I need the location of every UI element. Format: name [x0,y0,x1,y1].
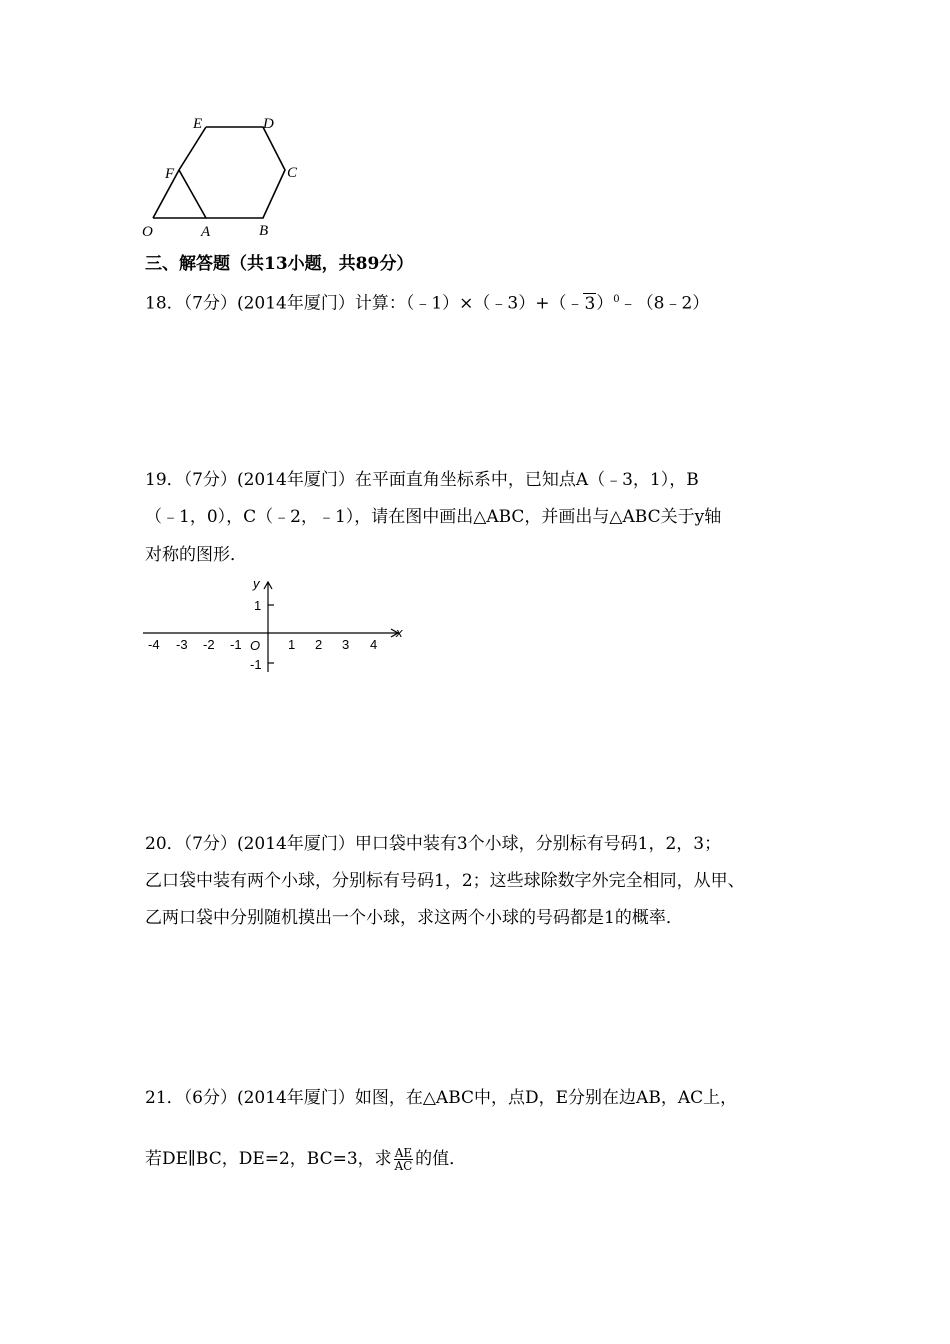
question-19-line3: 对称的图形． [145,545,247,565]
q21-text-after: 的值． [415,1149,467,1169]
x-tick-label: 2 [315,637,323,652]
label-E: E [193,116,203,132]
fraction-ae-ac [394,1147,413,1172]
x-tick-label: -1 [230,637,242,652]
y-axis-label: y [253,576,260,591]
hexagon-figure [135,110,315,245]
q18-exponent: 0 [613,294,620,305]
q21-text: 若DE∥BC，DE=2，BC=3，求 [145,1149,392,1169]
x-tick-label: -2 [203,637,215,652]
label-A: A [201,224,211,240]
q18-text-after: ﹣（8﹣2） [619,293,710,314]
fraction-denominator: AC [394,1159,413,1173]
label-O: O [142,224,153,240]
coordinate-axes [140,572,410,677]
x-tick-label: 3 [342,637,350,652]
x-axis-label: x [396,625,403,640]
question-18 [145,290,709,314]
label-B: B [259,223,269,239]
section-heading: 三、解答题（共13小题，共89分） [145,254,414,274]
question-19-line1: 19．（7分）(2014年厦门）在平面直角坐标系中，已知点A（﹣3，1），B [145,470,699,490]
x-tick-label: 4 [370,637,378,652]
label-C: C [287,165,298,181]
question-20-line3: 乙两口袋中分别随机摸出一个小球，求这两个小球的号码都是1的概率． [145,908,683,928]
fraction-numerator: AE [394,1146,413,1160]
question-21-line1: 21．（6分）(2014年厦门）如图，在△ABC中，点D，E分别在边AB，AC上， [145,1088,738,1108]
question-21-line2 [145,1147,466,1172]
question-20-line1: 20．（7分）(2014年厦门）甲口袋中装有3个小球，分别标有号码1，2，3； [145,834,722,854]
question-19-line2: （﹣1，0），C（﹣2，﹣1），请在图中画出△ABC，并画出与△ABC关于y轴 [145,507,722,527]
origin-label: O [250,638,261,653]
sqrt-3: 3 [584,293,596,314]
label-F: F [165,166,175,182]
x-tick-label: -3 [176,637,188,652]
y-tick-label: 1 [254,598,262,613]
x-tick-label: -4 [148,637,160,652]
x-tick-label: 1 [288,637,296,652]
q18-close: ） [596,293,614,314]
y-tick-label: -1 [250,657,262,672]
question-20-line2: 乙口袋中装有两个小球，分别标有号码1，2；这些球除数字外完全相同，从甲、 [145,871,745,891]
label-D: D [263,116,274,132]
hexagon-outline [179,127,285,218]
q18-text: 18．（7分）(2014年厦门）计算：（﹣1）×（﹣3）+（﹣ [145,293,584,314]
